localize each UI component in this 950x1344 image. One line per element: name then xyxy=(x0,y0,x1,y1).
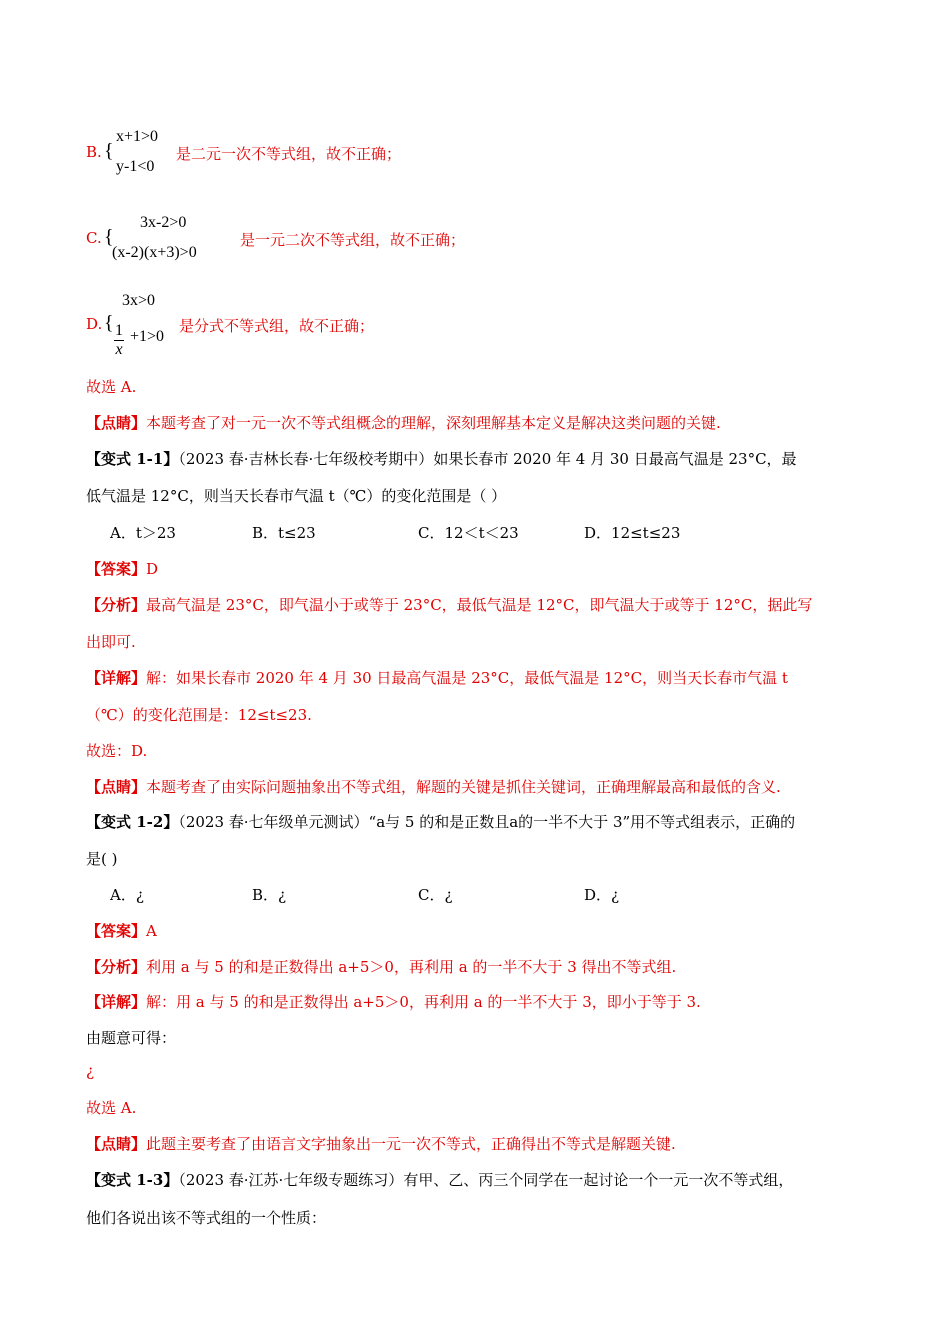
q1-comment xyxy=(86,412,721,433)
comment-text: 此题主要考查了由语言文字抽象出一元一次不等式，正确得出不等式是解题关键. xyxy=(146,1135,676,1153)
choose: 故选：D. xyxy=(86,742,148,760)
variant-source: （2023 春·江苏·七年级专题练习） xyxy=(178,1171,404,1189)
comment-tag: 【点睛】 xyxy=(86,778,147,796)
option-d-fraction xyxy=(114,322,124,359)
option-d-ineq-1: 3x>0 xyxy=(122,292,156,309)
analysis-text: 利用 a 与 5 的和是正数得出 a+5＞0，再利用 a 的一半不大于 3 得出不等式组. xyxy=(146,958,677,976)
answer-tag: 【答案】 xyxy=(86,922,147,940)
option-c-label: C. xyxy=(86,229,102,247)
analysis-text: 最高气温是 23°C，即气温小于或等于 23°C，最低气温是 12°C，即气温大于或等于 12°C，据此写 xyxy=(146,596,813,614)
answer-tag: 【答案】 xyxy=(86,560,147,578)
variant-1-1-stem-line1 xyxy=(86,448,797,469)
option-b-ineq-2: y-1<0 xyxy=(116,158,155,175)
option-c-note: 是一元二次不等式组，故不正确； xyxy=(240,231,466,249)
analysis xyxy=(86,956,676,977)
q1-choose: 故选 A. xyxy=(86,378,137,396)
detail-tag: 【详解】 xyxy=(86,669,147,687)
detail-text: 解：用 a 与 5 的和是正数得出 a+5＞0，再利用 a 的一半不大于 3，即小于等于 3. xyxy=(146,993,701,1011)
option-b-label: B. xyxy=(86,143,102,161)
detail-tag: 【详解】 xyxy=(86,993,147,1011)
option-a: A．¿ xyxy=(110,886,144,904)
option-a: A．t＞23 xyxy=(110,524,176,542)
option-d-ineq-2: +1>0 xyxy=(130,328,165,345)
option-c: C．¿ xyxy=(418,886,453,904)
variant-1-2-stem-line1 xyxy=(86,811,795,832)
variant-1-3-stem-line1 xyxy=(86,1169,793,1190)
option-c-ineq-2: (x-2)(x+3)>0 xyxy=(112,244,197,261)
variant-tag: 【变式 1-2】 xyxy=(86,813,179,831)
analysis-line1 xyxy=(86,594,812,615)
variant-1-3-stem-line2: 他们各说出该不等式组的一个性质： xyxy=(86,1209,327,1227)
comment-tag: 【点睛】 xyxy=(86,1135,147,1153)
variant-1-2-stem-line2: 是( ) xyxy=(86,850,118,868)
left-brace-icon: { xyxy=(104,312,114,334)
analysis-tag: 【分析】 xyxy=(86,958,147,976)
detail-glyph: ¿ xyxy=(86,1062,95,1080)
choose: 故选 A. xyxy=(86,1099,137,1117)
option-b: B．¿ xyxy=(252,886,287,904)
analysis-line2: 出即可. xyxy=(86,633,136,651)
variant-tag: 【变式 1-3】 xyxy=(86,1171,179,1189)
option-c-ineq-1: 3x-2>0 xyxy=(140,214,187,231)
option-c: C．12＜t＜23 xyxy=(418,524,519,542)
variant-tag: 【变式 1-1】 xyxy=(86,450,179,468)
left-brace-icon: { xyxy=(104,140,114,162)
option-d: D．12≤t≤23 xyxy=(584,524,681,542)
option-d: D．¿ xyxy=(584,886,620,904)
variant-stem: “a与 5 的和是正数且a的一半不大于 3”用不等式组表示，正确的 xyxy=(368,813,796,831)
answer-value: A xyxy=(146,922,157,940)
detail-line2: （℃）的变化范围是：12≤t≤23. xyxy=(86,706,312,724)
detail xyxy=(86,991,701,1012)
comment-tag: 【点睛】 xyxy=(86,414,147,432)
variant-stem: 有甲、乙、丙三个同学在一起讨论一个一元一次不等式组， xyxy=(403,1171,794,1189)
analysis-tag: 【分析】 xyxy=(86,596,147,614)
variant-source: （2023 春·吉林长春·七年级校考期中） xyxy=(178,450,434,468)
comment-text: 本题考查了对一元一次不等式组概念的理解，深刻理解基本定义是解决这类问题的关键. xyxy=(146,414,721,432)
answer xyxy=(86,558,158,579)
option-b: B．t≤23 xyxy=(252,524,316,542)
variant-source: （2023 春·七年级单元测试） xyxy=(178,813,369,831)
option-d-note: 是分式不等式组，故不正确； xyxy=(179,317,375,335)
answer-value: D xyxy=(146,560,159,578)
fraction-denominator: x xyxy=(115,341,123,358)
detail-text: 解：如果长春市 2020 年 4 月 30 日最高气温是 23°C，最低气温是 12°C，则当天长春市气温 t xyxy=(146,669,788,687)
comment-text: 本题考查了由实际问题抽象出不等式组，解题的关键是抓住关键词，正确理解最高和最低的含义. xyxy=(146,778,781,796)
option-b-ineq-1: x+1>0 xyxy=(116,128,159,145)
fraction-numerator: 1 xyxy=(115,322,123,339)
detail-line1 xyxy=(86,667,788,688)
answer xyxy=(86,920,157,941)
variant-stem: 如果长春市 2020 年 4 月 30 日最高气温是 23°C，最 xyxy=(433,450,797,468)
detail-step: 由题意可得： xyxy=(86,1029,177,1047)
comment xyxy=(86,1133,676,1154)
left-brace-icon: { xyxy=(104,226,114,248)
option-d-label: D. xyxy=(86,315,103,333)
variant-1-1-stem-line2: 低气温是 12°C，则当天长春市气温 t（℃）的变化范围是（ ） xyxy=(86,487,507,505)
comment xyxy=(86,776,781,797)
option-b-note: 是二元一次不等式组，故不正确； xyxy=(176,145,402,163)
